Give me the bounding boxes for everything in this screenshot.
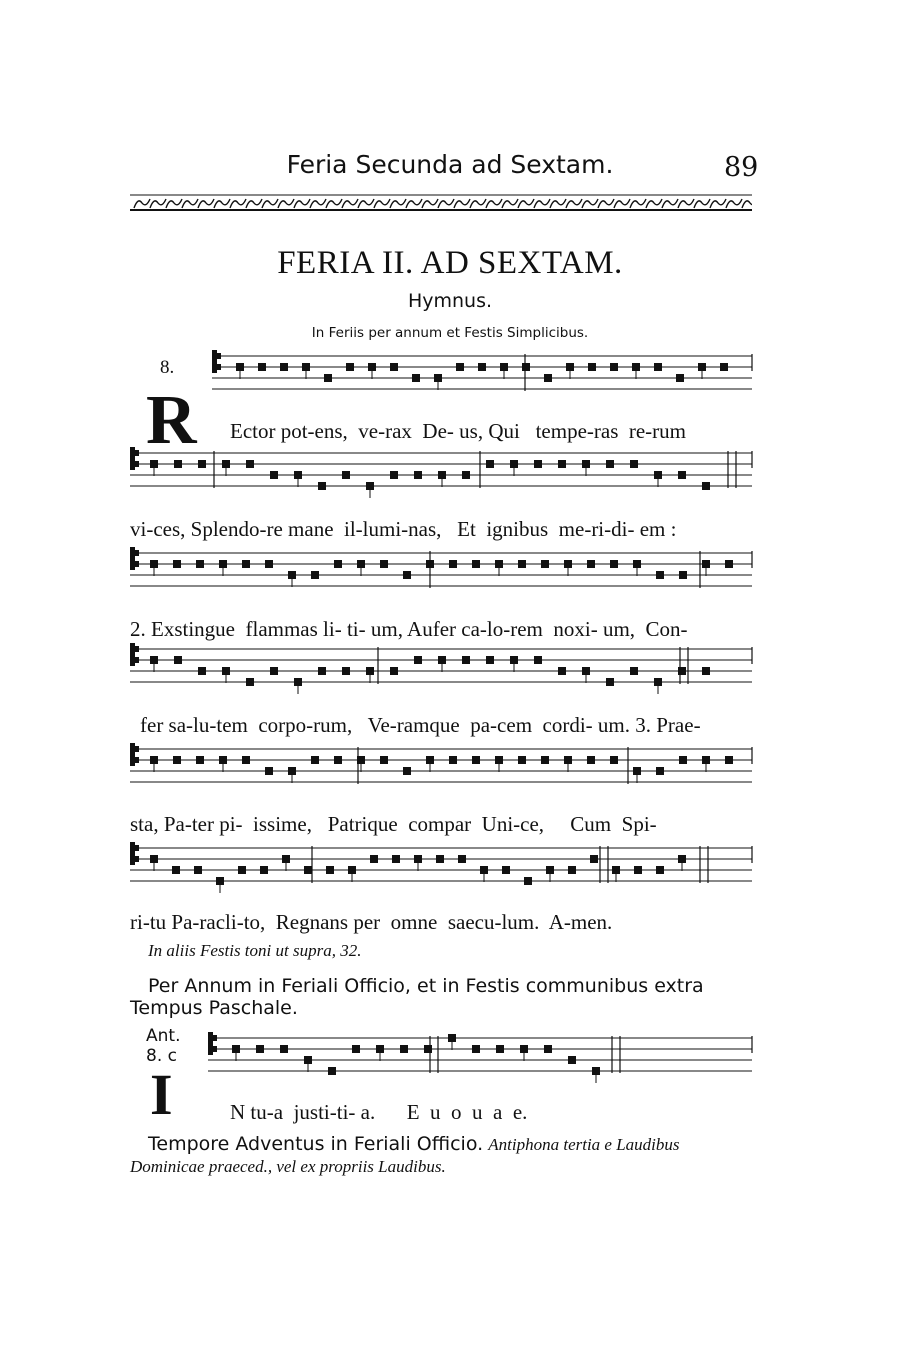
clef	[135, 845, 139, 851]
hymn-note: In aliis Festis toni ut supra, 32.	[148, 941, 362, 960]
neume	[606, 678, 614, 686]
neume	[534, 656, 542, 664]
neume	[610, 756, 618, 764]
neume	[462, 471, 470, 479]
neume	[288, 767, 296, 775]
neume	[392, 855, 400, 863]
neume	[219, 560, 227, 568]
neume	[702, 482, 710, 490]
neume	[633, 560, 641, 568]
neume	[414, 656, 422, 664]
neume	[334, 560, 342, 568]
clef	[213, 1046, 217, 1052]
neume	[270, 667, 278, 675]
clef	[135, 550, 139, 556]
neume	[702, 560, 710, 568]
neume	[462, 656, 470, 664]
antiphon-initial: I	[150, 1062, 173, 1127]
hymn-lyric-line: Ector pot-ens, ve-rax De- us, Qui tempe-ras re-rum	[230, 419, 687, 443]
neume	[324, 374, 332, 382]
neume	[472, 756, 480, 764]
neume	[654, 363, 662, 371]
advent-rubric	[130, 1133, 752, 1178]
neume	[725, 560, 733, 568]
neume	[390, 363, 398, 371]
neume	[544, 374, 552, 382]
neume	[426, 756, 434, 764]
neume	[302, 363, 310, 371]
page-number: 89	[724, 152, 759, 183]
neume	[495, 560, 503, 568]
neume	[486, 460, 494, 468]
clef	[130, 842, 135, 865]
neume	[676, 374, 684, 382]
neume	[449, 756, 457, 764]
neume	[326, 866, 334, 874]
neume	[368, 363, 376, 371]
neume	[679, 571, 687, 579]
neume	[173, 560, 181, 568]
neume	[380, 560, 388, 568]
neume	[150, 656, 158, 664]
clef	[135, 856, 139, 862]
hymn-lyric-line: vi-ces, Splendo-re mane il-lumi-nas, Et ignibus me-ri-di- em :	[130, 517, 677, 541]
neume	[725, 756, 733, 764]
neume	[150, 855, 158, 863]
office-title: FERIA II. AD SEXTAM.	[277, 245, 623, 281]
neume	[472, 1045, 480, 1053]
clef	[130, 447, 135, 470]
neume	[698, 363, 706, 371]
neume	[587, 756, 595, 764]
neume	[238, 866, 246, 874]
neume	[196, 756, 204, 764]
neume	[150, 560, 158, 568]
neume	[424, 1045, 432, 1053]
neume	[438, 471, 446, 479]
hymn-lyric-line: ri-tu Pa-racli-to, Regnans per omne saecu-lum. A-men.	[130, 910, 613, 934]
neume	[656, 571, 664, 579]
neume	[612, 866, 620, 874]
neume	[357, 560, 365, 568]
neume	[173, 756, 181, 764]
neume	[568, 1056, 576, 1064]
neume	[588, 363, 596, 371]
neume	[403, 571, 411, 579]
neume	[216, 877, 224, 885]
clef	[135, 757, 139, 763]
neume	[270, 471, 278, 479]
neume	[522, 363, 530, 371]
neume	[390, 667, 398, 675]
neume	[564, 756, 572, 764]
clef	[130, 643, 135, 666]
neume	[311, 571, 319, 579]
clef	[217, 353, 221, 359]
neume	[510, 656, 518, 664]
neume	[449, 560, 457, 568]
neume	[280, 363, 288, 371]
neume	[414, 471, 422, 479]
neume	[541, 756, 549, 764]
antiphon-rubric: Per Annum in Feriali Officio, et in Festis communibus extra Tempus Paschale.	[130, 975, 704, 1019]
neume	[334, 756, 342, 764]
neume	[606, 460, 614, 468]
neume	[294, 471, 302, 479]
neume	[232, 1045, 240, 1053]
neume	[265, 767, 273, 775]
neume	[150, 756, 158, 764]
neume	[486, 656, 494, 664]
clef	[212, 350, 217, 373]
neume	[558, 667, 566, 675]
hymn-lyric-line: fer sa-lu-tem corpo-rum, Ve-ramque pa-cem cordi- um. 3. Prae-	[140, 713, 701, 737]
hymn-lyric-line: sta, Pa-ter pi- issime, Patrique compar Uni-ce, Cum Spi-	[130, 812, 657, 836]
antiphon-mode: 8. c	[146, 1046, 177, 1066]
neume	[656, 767, 664, 775]
neume	[380, 756, 388, 764]
clef	[217, 364, 221, 370]
neume	[194, 866, 202, 874]
neume	[654, 678, 662, 686]
neume	[346, 363, 354, 371]
neume	[311, 756, 319, 764]
neume	[546, 866, 554, 874]
neume	[366, 482, 374, 490]
neume	[236, 363, 244, 371]
neume	[702, 756, 710, 764]
neume	[318, 667, 326, 675]
neume	[150, 460, 158, 468]
neume	[438, 656, 446, 664]
hymn-mode: 8.	[160, 357, 175, 378]
neume	[582, 460, 590, 468]
neume	[632, 363, 640, 371]
clef	[130, 547, 135, 570]
neume	[582, 667, 590, 675]
neume	[304, 1056, 312, 1064]
neume	[541, 560, 549, 568]
neume	[288, 571, 296, 579]
neume	[520, 1045, 528, 1053]
neume	[366, 667, 374, 675]
neume	[590, 855, 598, 863]
neume	[242, 756, 250, 764]
neume	[172, 866, 180, 874]
antiphon-lyric: N tu-a justi-ti- a. E u o u a e.	[230, 1100, 528, 1124]
neume	[678, 667, 686, 675]
neume	[610, 363, 618, 371]
neume	[258, 363, 266, 371]
neume	[480, 866, 488, 874]
clef	[135, 450, 139, 456]
neume	[678, 471, 686, 479]
neume	[219, 756, 227, 764]
hymn-lyric-line: 2. Exstingue flammas li- ti- um, Aufer ca-lo-rem noxi- um, Con-	[130, 617, 688, 641]
neume	[633, 767, 641, 775]
neume	[472, 560, 480, 568]
neume	[246, 460, 254, 468]
neume	[304, 866, 312, 874]
neume	[496, 1045, 504, 1053]
clef	[135, 646, 139, 652]
neume	[434, 374, 442, 382]
neume	[390, 471, 398, 479]
neume	[456, 363, 464, 371]
neume	[403, 767, 411, 775]
neume	[414, 855, 422, 863]
neume	[610, 560, 618, 568]
neume	[174, 460, 182, 468]
neume	[510, 460, 518, 468]
clef	[208, 1032, 213, 1055]
clef	[130, 743, 135, 766]
neume	[478, 363, 486, 371]
neume	[352, 1045, 360, 1053]
neume	[196, 560, 204, 568]
neume	[282, 855, 290, 863]
clef	[213, 1035, 217, 1041]
neume	[558, 460, 566, 468]
neume	[518, 560, 526, 568]
advent-heading: Tempore Adventus in Feriali Officio.	[148, 1133, 484, 1155]
neume	[174, 656, 182, 664]
neume	[495, 756, 503, 764]
neume	[568, 866, 576, 874]
clef	[135, 746, 139, 752]
hymn-heading: Hymnus.	[407, 290, 493, 312]
neume	[256, 1045, 264, 1053]
neume	[448, 1034, 456, 1042]
neume	[342, 667, 350, 675]
neume	[524, 877, 532, 885]
neume	[412, 374, 420, 382]
neume	[400, 1045, 408, 1053]
neume	[592, 1067, 600, 1075]
neume	[198, 667, 206, 675]
neume	[246, 678, 254, 686]
clef	[135, 657, 139, 663]
neume	[222, 667, 230, 675]
neume	[678, 855, 686, 863]
neume	[518, 756, 526, 764]
neume	[198, 460, 206, 468]
neume	[348, 866, 356, 874]
neume	[265, 560, 273, 568]
neume	[634, 866, 642, 874]
clef	[135, 461, 139, 467]
neume	[370, 855, 378, 863]
neume	[260, 866, 268, 874]
neume	[630, 667, 638, 675]
neume	[318, 482, 326, 490]
neume	[630, 460, 638, 468]
neume	[654, 471, 662, 479]
neume	[566, 363, 574, 371]
neume	[656, 866, 664, 874]
neume	[502, 866, 510, 874]
running-header-title: Feria Secunda ad Sextam.	[286, 150, 614, 179]
hymn-rubric: In Feriis per annum et Festis Simplicibus.	[311, 325, 589, 341]
hymn-initial: R	[146, 382, 197, 459]
advent-italic: Antiphona tertia e Laudibus Dominicae praeced., vel ex propriis Laudibus.	[130, 1135, 680, 1176]
neume	[436, 855, 444, 863]
neume	[679, 756, 687, 764]
antiphon-label: Ant.	[146, 1026, 181, 1046]
neume	[328, 1067, 336, 1075]
clef	[135, 561, 139, 567]
neume	[342, 471, 350, 479]
neume	[720, 363, 728, 371]
neume	[294, 678, 302, 686]
neume	[280, 1045, 288, 1053]
neume	[534, 460, 542, 468]
neume	[500, 363, 508, 371]
neume	[587, 560, 595, 568]
neume	[222, 460, 230, 468]
neume	[242, 560, 250, 568]
neume	[458, 855, 466, 863]
neume	[376, 1045, 384, 1053]
neume	[544, 1045, 552, 1053]
neume	[564, 560, 572, 568]
neume	[702, 667, 710, 675]
